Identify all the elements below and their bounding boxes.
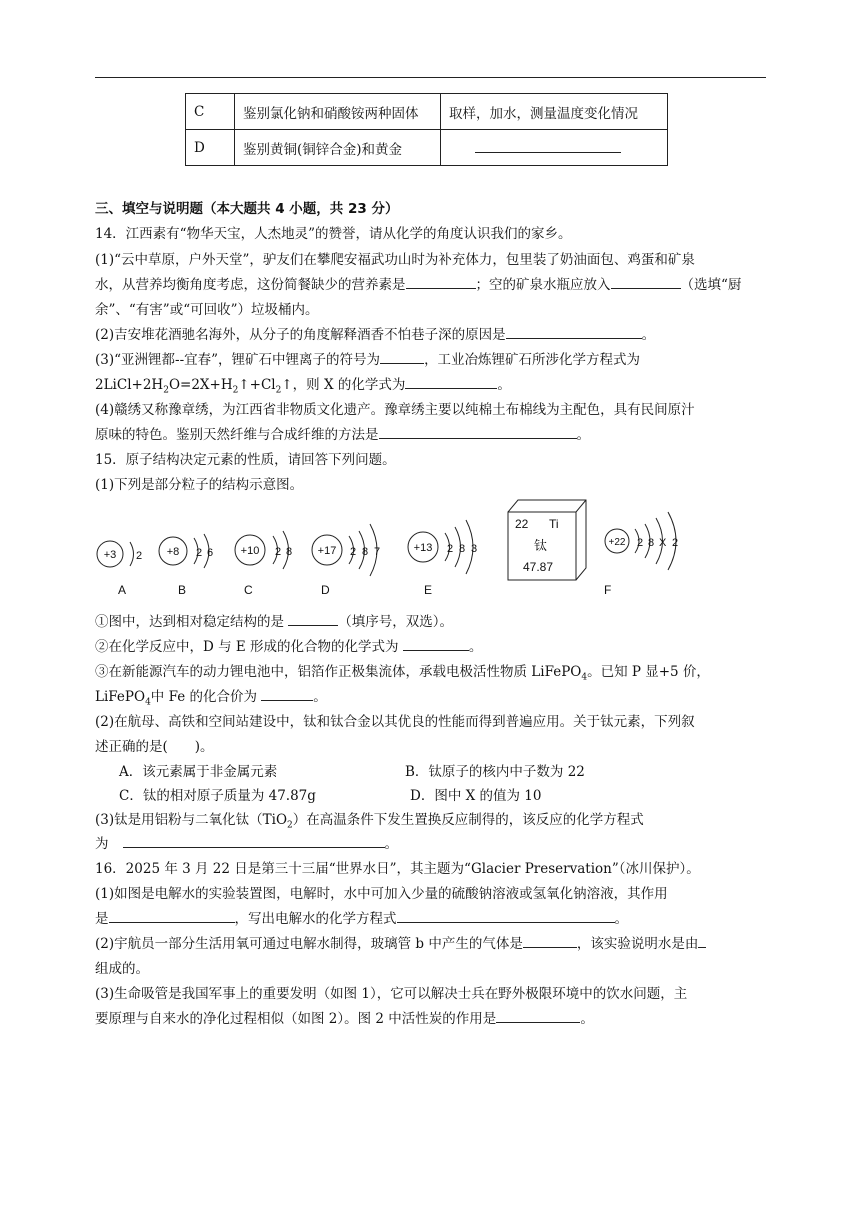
answer-blank[interactable] [611,274,681,289]
q15-p2a: (2)在航母、高铁和空间站建设中，钛和钛合金以其优良的性能而得到普遍应用。关于钛元素，下列叙 [95,714,695,730]
answer-blank[interactable] [506,324,642,339]
table-row [186,94,668,130]
shell-label: 2 [447,543,454,555]
element-cell-ti [508,500,586,580]
atom-F [604,512,678,597]
text: ，该实验说明水是由 [576,936,699,952]
text: (2)吉安堆花酒驰名海外，从分子的角度解释酒香不怕巷子深的原因是 [95,327,506,343]
answer-blank[interactable] [380,349,424,364]
header-rule [95,77,766,78]
text: 水，从营养均衡角度考虑，这份简餐缺少的营养素是 [95,277,406,293]
answer-blank[interactable] [403,636,469,651]
atomic-mass: 47.87 [523,560,554,574]
atom-label: D [321,583,330,597]
answer-blank[interactable] [123,833,385,848]
shell-label: 8 [648,537,655,549]
atomic-number: 22 [515,517,529,531]
atom-label: C [244,583,253,597]
atom-structure-diagram [90,494,790,604]
q14-p2: (2)吉安堆花酒驰名海外，从分子的角度解释酒香不怕巷子深的原因是 。 [95,323,655,343]
shell-label: 2 [637,537,644,549]
text: ①图中，达到相对稳定结构的是 [95,614,284,630]
shell-label: 8 [286,546,293,558]
text: (2)宇航员一部分生活用氧可通过电解水制得，玻璃管 b 中产生的气体是 [95,936,523,952]
text: 要原理与自来水的净化过程相似（如图 2）。图 2 中活性炭的作用是 [95,1011,497,1027]
text: ②在化学反应中，D 与 E 形成的化合物的化学式为 [95,639,399,655]
text: ③在新能源汽车的动力锂电池中，铝箔作正极集流体，承载电极活性物质 LiFePO [95,664,582,680]
q15-p1: (1)下列是部分粒子的结构示意图。 [95,477,304,493]
answer-blank[interactable] [379,424,577,439]
atom-label: A [118,583,127,597]
answer-blank[interactable] [109,908,235,923]
text: ，写出电解水的化学方程式 [234,911,397,927]
q14-intro: 14．江西素有“物华天宝，人杰地灵”的赞誉，请从化学的角度认识我们的家乡。 [95,226,572,242]
atom-D [312,524,380,597]
answer-blank[interactable] [288,611,338,626]
nucleus-label: +17 [317,545,337,557]
q15-p3a: (3)钛是用铝粉与二氧化钛（TiO$_2$）在高温条件下发生置换反应制得的，该反应的化学方程式 [95,812,644,831]
atom-label: E [424,583,433,597]
element-symbol: Ti [549,517,559,531]
q15-s2: ②在化学反应中，D 与 E 形成的化合物的化学式为 。 [95,635,482,655]
text: 原味的特色。鉴别天然纤维与合成纤维的方法是 [95,427,379,443]
q16-p1b: 是 ，写出电解水的化学方程式 。 [95,907,628,927]
answer-blank[interactable] [397,908,615,923]
atom-label: B [178,583,187,597]
shell-label: 2 [350,546,357,558]
option-c[interactable]: C．钛的相对原子质量为 47.87g [119,788,316,804]
q14-p4a: (4)赣绣又称豫章绣，为江西省非物质文化遗产。豫章绣主要以纯棉土布棉线为主配色，具有民间原汁 [95,402,695,418]
q14-p1b [95,273,741,293]
atom-label: F [604,583,612,597]
row-key: C [186,94,235,130]
text: O=2X+H [168,377,233,393]
shell-label: 8 [362,546,369,558]
shell-label: 2 [136,550,143,562]
text: (3)钛是用铝粉与二氧化钛（TiO [95,812,288,828]
nucleus-label: +8 [166,546,180,558]
nucleus-label: +22 [608,537,626,548]
text: ）在高温条件下发生置换反应制得的，该反应的化学方程式 [292,812,644,828]
q14-p1a: (1)“云中草原，户外天堂”，驴友们在攀爬安福武功山时为补充体力，包里装了奶油面包、鸡蛋和矿泉 [95,252,695,268]
atom-C [235,531,292,597]
option-b[interactable]: B．钛原子的核内中子数为 22 [405,764,585,780]
text: 为 [95,836,109,852]
row-item: 鉴别黄铜(铜锌合金)和黄金 [235,130,441,166]
q16-p2b: 组成的。 [95,961,149,977]
row-method: 取样，加水，测量温度变化情况 [441,94,668,130]
nucleus-label: +3 [103,549,117,561]
text: ↑+Cl [238,377,276,393]
nucleus-label: +10 [240,545,260,557]
row-key: D [186,130,235,166]
element-name: 钛 [534,538,548,553]
q14-p4b: 原味的特色。鉴别天然纤维与合成纤维的方法是 。 [95,423,590,443]
shell-label: 6 [207,547,214,559]
shell-label: 2 [275,546,282,558]
row-method-blank[interactable] [441,130,668,166]
text: （选填“厨 [680,277,742,293]
nucleus-label: +13 [413,542,433,554]
q15-s3b: LiFePO$_4$中 Fe 的化合价为 。 [95,685,327,708]
text: 2LiCl+2H [95,377,164,393]
atom-E [408,520,477,597]
text: ，工业冶炼锂矿石所涉化学方程式为 [424,352,641,368]
answer-blank[interactable] [523,933,577,948]
shell-label: X [659,537,667,549]
answer-blank[interactable] [405,374,497,389]
q15-s3a: ③在新能源汽车的动力锂电池中，铝箔作正极集流体，承载电极活性物质 LiFePO$_4$。已知 P 显+5 价， [95,664,710,683]
q16-p1a: (1)如图是电解水的实验装置图，电解时，水中可加入少量的硫酸钠溶液或氢氧化钠溶液，其作用 [95,886,668,902]
atom-A [97,541,142,597]
answer-blank[interactable] [261,686,313,701]
q14-p1c: 余”、“有害”或“可回收”）垃圾桶内。 [95,302,319,318]
answer-blank[interactable] [496,1008,580,1023]
shell-label: 2 [672,537,679,549]
text: ；空的矿泉水瓶应放入 [475,277,611,293]
atom-B [159,534,213,597]
option-d[interactable]: D．图中 X 的值为 10 [410,788,542,804]
section-title: 三、填空与说明题（本大题共 4 小题，共 23 分） [95,201,399,217]
q15-p2b: 述正确的是( )。 [95,739,214,755]
text: (3)“亚洲锂都--宜春”，锂矿石中锂离子的符号为 [95,352,381,368]
shell-label: 3 [471,543,478,555]
q15-intro: 15．原子结构决定元素的性质，请回答下列问题。 [95,452,396,468]
text: LiFePO [95,689,146,705]
q15-p3b: 为 。 [95,832,398,852]
q14-p3b: $2LiCl+2H_2O=2X+H_2↑+Cl_2↑$，则 X 的化学式为 。 [95,373,511,396]
option-a[interactable]: A．该元素属于非金属元素 [119,764,278,780]
answer-blank[interactable] [698,933,706,948]
shell-label: 2 [196,547,203,559]
answer-blank[interactable] [406,274,476,289]
text: 是 [95,911,109,927]
q16-intro: 16．2025 年 3 月 22 日是第三十三届“世界水日”，其主题为“Glacier Preservation”（冰川保护）。 [95,861,700,877]
shell-label: 7 [374,546,381,558]
shell-label: 8 [459,543,466,555]
q15-s1 [95,610,453,630]
q14-p3a [95,348,640,368]
text: （填序号，双选）。 [338,614,454,630]
table-row [186,130,668,166]
text: 。已知 P 显+5 价， [587,664,710,680]
text: 中 Fe 的化合价为 [150,689,257,705]
q16-p3a: (3)生命吸管是我国军事上的重要发明（如图 1），它可以解决士兵在野外极限环境中的饮水问题，主 [95,986,688,1002]
options-table [185,93,668,166]
text: ↑，则 X 的化学式为 [281,377,406,393]
row-item: 鉴别氯化钠和硝酸铵两种固体 [235,94,441,130]
q16-p2a [95,932,706,952]
q16-p3b: 要原理与自来水的净化过程相似（如图 2）。图 2 中活性炭的作用是 。 [95,1007,594,1027]
